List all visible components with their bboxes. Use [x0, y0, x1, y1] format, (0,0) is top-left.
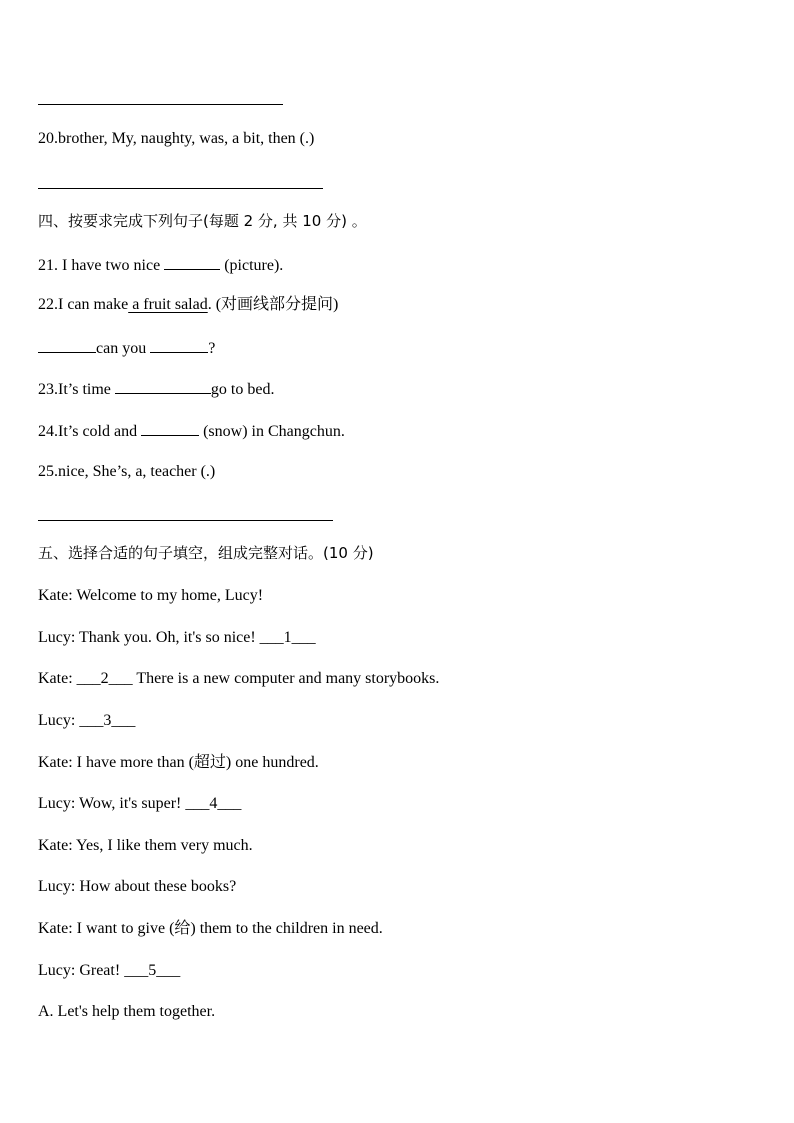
question-21: 21. I have two nice (picture).: [38, 254, 283, 276]
underlined-phrase: a fruit salad: [128, 296, 208, 313]
answer-blank-4[interactable]: ___4___: [185, 795, 242, 812]
blank-q21[interactable]: [164, 254, 220, 270]
dialogue-line-7: Kate: Yes, I like them very much.: [38, 837, 253, 854]
dialogue-line-1: Kate: Welcome to my home, Lucy!: [38, 587, 264, 604]
blank-q22-2[interactable]: [150, 337, 208, 353]
section-4-heading: 四、按要求完成下列句子(每题 2 分, 共 10 分) 。: [38, 212, 367, 230]
dialogue-line-2: Lucy: Thank you. Oh, it's so nice! ___1___: [38, 629, 316, 646]
question-text: brother, My, naughty, was, a bit, then (.): [58, 130, 315, 147]
answer-line-q25[interactable]: [38, 520, 333, 521]
blank-q22-1[interactable]: [38, 337, 96, 353]
dialogue-line-3: Kate: ___2___ There is a new computer and many storybooks.: [38, 670, 440, 687]
dialogue-line-4: Lucy: ___3___: [38, 712, 136, 729]
question-24: 24.It’s cold and (snow) in Changchun.: [38, 420, 345, 442]
question-23: 23.It’s time go to bed.: [38, 378, 274, 400]
question-22: 22.I can make a fruit salad. (对画线部分提问): [38, 296, 339, 313]
dialogue-line-6: Lucy: Wow, it's super! ___4___: [38, 795, 242, 812]
dialogue-line-5: Kate: I have more than (超过) one hundred.: [38, 754, 319, 771]
dialogue-line-9: Kate: I want to give (给) them to the children in need.: [38, 920, 383, 937]
answer-blank-5[interactable]: ___5___: [124, 962, 181, 979]
answer-blank-2[interactable]: ___2___: [76, 670, 133, 687]
section-5-heading: 五、选择合适的句子填空，组成完整对话。(10 分): [38, 544, 374, 562]
answer-blank-1[interactable]: ___1___: [259, 629, 316, 646]
question-number: 22.: [38, 296, 58, 313]
dialogue-line-8: Lucy: How about these books?: [38, 878, 237, 895]
blank-q23[interactable]: [115, 378, 211, 394]
question-number: 20.: [38, 130, 58, 147]
question-number: 24.: [38, 423, 58, 440]
question-20: [38, 129, 314, 149]
question-25: [38, 462, 215, 482]
question-22-answer: can you ?: [38, 337, 215, 359]
question-number: 21.: [38, 257, 58, 274]
dialogue-line-10: Lucy: Great! ___5___: [38, 962, 181, 979]
blank-q24[interactable]: [141, 420, 199, 436]
answer-line-q19: [38, 104, 283, 105]
option-a: A. Let's help them together.: [38, 1003, 216, 1020]
answer-blank-3[interactable]: ___3___: [79, 712, 136, 729]
answer-line-q20[interactable]: [38, 188, 323, 189]
question-number: 23.: [38, 381, 58, 398]
question-text: nice, She’s, a, teacher (.): [58, 463, 216, 480]
question-number: 25.: [38, 463, 58, 480]
